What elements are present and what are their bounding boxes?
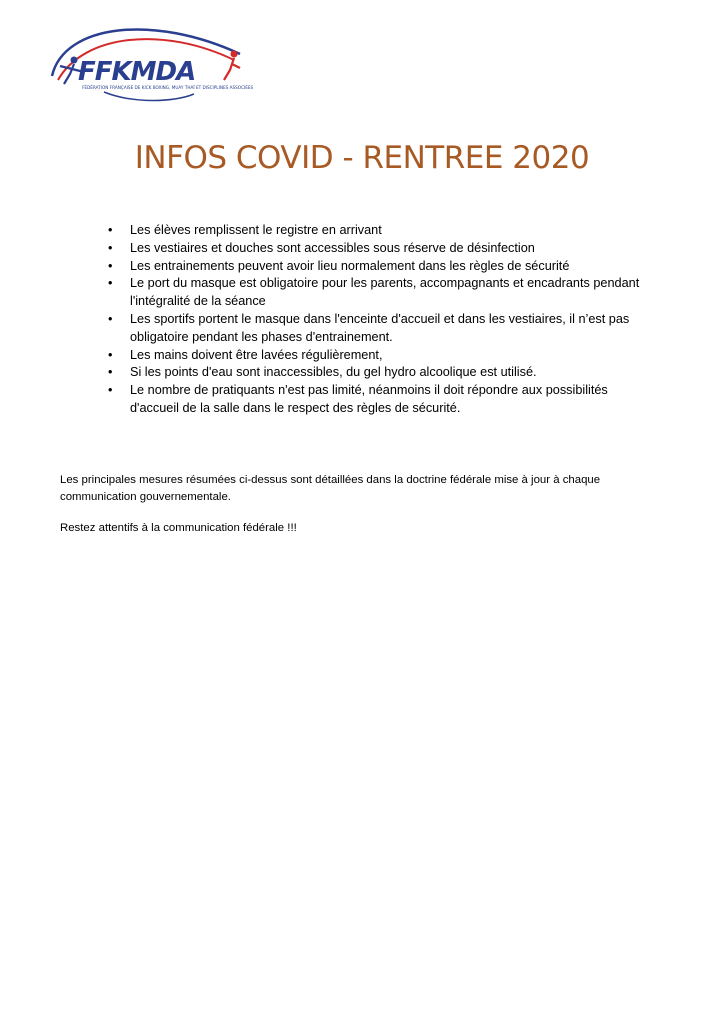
bullet-icon: • — [108, 383, 113, 398]
summary-paragraph: Les principales mesures résumées ci-dessus sont détaillées dans la doctrine fédérale mise à jour à chaque communication gouvernementale. — [60, 474, 601, 503]
bullet-icon: • — [108, 276, 113, 291]
list-item — [108, 258, 640, 276]
list-item-text: Le nombre de pratiquants n'est pas limité, néanmoins il doit répondre aux possibilités d'accueil de la salle dans le respect des règles de sécurité. — [130, 383, 608, 415]
list-item — [108, 364, 640, 382]
logo-subtitle: FÉDÉRATION FRANÇAISE DE KICK BOXING, MUAY THAÏ ET DISCIPLINES ASSOCIÉES — [82, 85, 254, 90]
list-item-text: Les élèves remplissent le registre en arrivant — [130, 223, 382, 237]
bullet-icon: • — [108, 347, 113, 362]
list-item-text: Le port du masque est obligatoire pour les parents, accompagnants et encadrants pendant l'intégralité de la séance — [130, 276, 640, 309]
list-item — [108, 382, 640, 418]
list-item — [108, 222, 640, 240]
measures-list — [108, 222, 640, 418]
bullet-icon: • — [108, 311, 113, 326]
logo-letters: FFKMDA — [78, 57, 196, 87]
ffkmda-logo-graphic — [44, 14, 254, 104]
closing-paragraph: Restez attentifs à la communication fédérale !!! — [60, 522, 297, 534]
list-item-text: Les entrainements peuvent avoir lieu normalement dans les règles de sécurité — [130, 258, 570, 273]
bullet-icon: • — [108, 365, 113, 380]
list-item-text: Les sportifs portent le masque dans l'enceinte d'accueil et dans les vestiaires, il n’est pas obligatoire pendant les phases d'entrainement. — [130, 311, 630, 344]
list-item — [108, 347, 640, 365]
list-item-text: Les mains doivent être lavées régulièrement, — [130, 347, 383, 362]
list-item-text: Si les points d'eau sont inaccessibles, du gel hydro alcoolique est utilisé. — [130, 365, 537, 380]
list-item-text: Les vestiaires et douches sont accessibles sous réserve de désinfection — [130, 240, 535, 255]
list-item — [108, 275, 640, 311]
list-item — [108, 311, 640, 347]
page-title: INFOS COVID - RENTREE 2020 — [134, 140, 590, 176]
bullet-icon: • — [108, 240, 113, 255]
ffkmda-logo — [44, 14, 254, 104]
list-item — [108, 240, 640, 258]
bullet-icon: • — [108, 223, 113, 237]
bullet-icon: • — [108, 258, 113, 273]
